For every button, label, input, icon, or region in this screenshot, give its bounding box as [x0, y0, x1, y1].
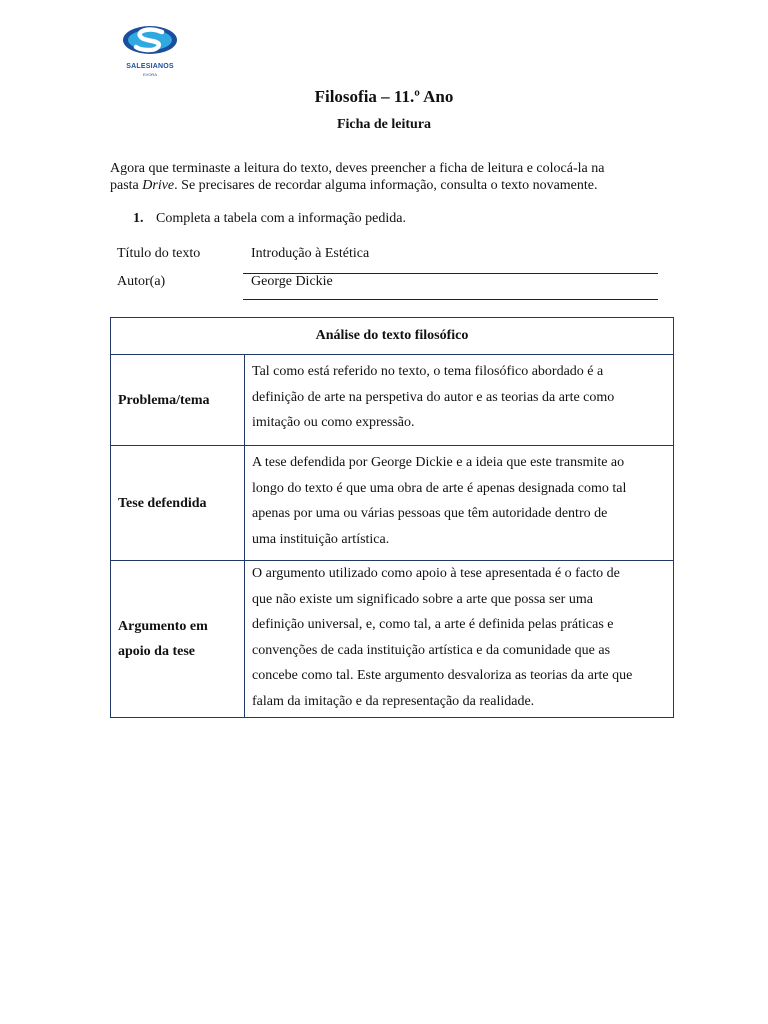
row-label-tese: Tese defendida	[111, 446, 245, 561]
question-text: Completa a tabela com a informação pedida.	[156, 211, 406, 226]
text-title-label: Título do texto	[117, 246, 201, 261]
analysis-table	[110, 317, 674, 718]
cell-line: O argumento utilizado como apoio à tese apresentada é o facto de	[252, 566, 620, 581]
table-row	[111, 446, 674, 561]
cell-line: A tese defendida por George Dickie e a ideia que este transmite ao	[252, 455, 625, 470]
table-row	[111, 561, 674, 718]
row-content-problema	[245, 355, 674, 446]
intro-paragraph	[110, 160, 680, 194]
cell-line: convenções de cada instituição artística e da comunidade que as	[252, 642, 611, 658]
cell-line: falam da imitação e da representação da realidade.	[252, 693, 535, 709]
salesianos-logo	[118, 22, 182, 76]
salesianos-logo-icon	[118, 22, 182, 64]
cell-line: definição universal, e, como tal, a arte é definida pelas práticas e	[252, 617, 614, 632]
intro-line-2-post: . Se precisares de recordar alguma informação, consulta o texto novamente.	[174, 178, 598, 193]
row-label-argumento-line-1: Argumento em	[118, 619, 208, 634]
cell-line: que não existe um significado sobre a arte que possa ser uma	[252, 591, 593, 607]
cell-line: imitação ou como expressão.	[252, 415, 415, 430]
cell-line: apenas por uma ou várias pessoas que têm autoridade dentro de	[252, 506, 608, 521]
analysis-heading: Análise do texto filosófico	[111, 318, 674, 355]
intro-drive-italic: Drive	[142, 178, 175, 193]
author-value: George Dickie	[251, 274, 333, 289]
question-1	[133, 211, 406, 227]
row-label-argumento	[111, 561, 245, 718]
row-label-problema: Problema/tema	[111, 355, 245, 446]
author-label: Autor(a)	[117, 274, 166, 289]
cell-line: Tal como está referido no texto, o tema filosófico abordado é a	[252, 364, 604, 379]
cell-line: definição de arte na perspetiva do autor e as teorias da arte como	[252, 389, 615, 405]
cell-line: longo do texto é que uma obra de arte é apenas designada como tal	[252, 480, 627, 496]
analysis-header-row	[111, 318, 674, 355]
logo-subtext: EVORA	[142, 72, 157, 77]
page-title: Filosofia – 11.º Ano	[314, 87, 454, 106]
cell-line: concebe como tal. Este argumento desvaloriza as teorias da arte que	[252, 668, 633, 683]
table-row	[111, 355, 674, 446]
logo-wordmark: SALESIANOS	[126, 63, 174, 70]
row-content-tese	[245, 446, 674, 561]
text-title-value: Introdução à Estética	[251, 246, 370, 261]
author-underline	[243, 299, 658, 300]
page-subtitle: Ficha de leitura	[336, 117, 432, 132]
cell-line: uma instituição artística.	[252, 531, 390, 547]
intro-line-1: Agora que terminaste a leitura do texto, deves preencher a ficha de leitura e colocá-la na	[110, 161, 605, 176]
row-content-argumento	[245, 561, 674, 718]
row-label-argumento-line-2: apoio da tese	[118, 644, 195, 659]
question-number: 1.	[133, 211, 144, 226]
intro-line-2	[110, 177, 680, 194]
intro-line-2-pre: pasta	[110, 178, 143, 193]
